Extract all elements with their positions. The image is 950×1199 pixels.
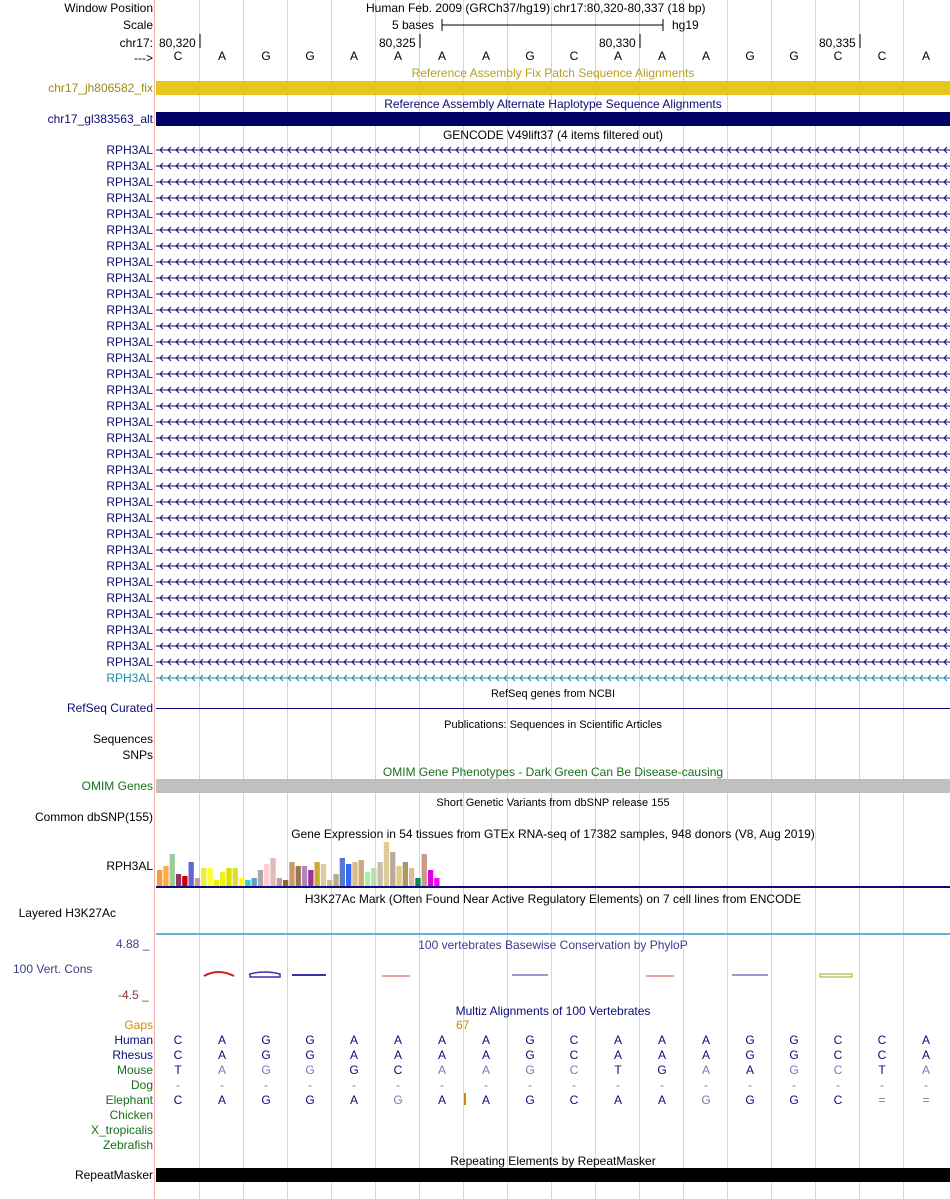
base-letter: G bbox=[261, 49, 271, 63]
aligned-base: G bbox=[789, 1063, 799, 1077]
base-letter: C bbox=[833, 49, 843, 63]
base-letter: A bbox=[921, 49, 930, 63]
aligned-base: - bbox=[924, 1078, 928, 1092]
gencode-gene-label[interactable]: RPH3AL bbox=[106, 415, 153, 429]
base-letter: C bbox=[173, 49, 183, 63]
gencode-gene-label[interactable]: RPH3AL bbox=[106, 239, 153, 253]
aligned-base: G bbox=[525, 1033, 535, 1047]
aligned-base: C bbox=[393, 1063, 403, 1077]
gtex-tissue-bar[interactable] bbox=[359, 860, 364, 886]
aligned-base: G bbox=[305, 1063, 315, 1077]
species-label[interactable]: X_tropicalis bbox=[90, 1123, 153, 1137]
scale-bar bbox=[441, 17, 665, 33]
omim-title[interactable]: OMIM Gene Phenotypes - Dark Green Can Be Disease-causing bbox=[382, 765, 724, 779]
gencode-transcript[interactable] bbox=[156, 545, 950, 555]
fix-patch-label[interactable]: chr17_jh806582_fix bbox=[48, 81, 153, 95]
aligned-base: G bbox=[261, 1033, 271, 1047]
gencode-gene-label[interactable]: RPH3AL bbox=[106, 335, 153, 349]
phylop-graph[interactable] bbox=[156, 968, 950, 980]
gtex-tissue-bar[interactable] bbox=[264, 864, 269, 886]
aligned-base: A bbox=[921, 1033, 930, 1047]
window-position-label: Window Position bbox=[64, 1, 153, 15]
gtex-tissue-bar[interactable] bbox=[226, 868, 231, 886]
gencode-transcript[interactable] bbox=[156, 513, 950, 523]
gencode-transcript[interactable] bbox=[156, 321, 950, 331]
base-letter: C bbox=[569, 49, 579, 63]
aligned-base: G bbox=[525, 1063, 535, 1077]
gtex-tissue-bar[interactable] bbox=[422, 854, 427, 886]
aligned-base: = bbox=[922, 1093, 930, 1107]
aligned-base: A bbox=[217, 1033, 226, 1047]
gtex-tissue-bar[interactable] bbox=[352, 862, 357, 886]
gtex-tissue-bar[interactable] bbox=[403, 862, 408, 886]
gtex-tissue-bar[interactable] bbox=[346, 864, 351, 886]
aligned-base: C bbox=[569, 1033, 579, 1047]
aligned-base: A bbox=[217, 1093, 226, 1107]
gencode-transcript[interactable] bbox=[156, 385, 950, 395]
gtex-tissue-bar[interactable] bbox=[157, 870, 162, 886]
aligned-base: - bbox=[836, 1078, 840, 1092]
repeatmasker-label[interactable]: RepeatMasker bbox=[74, 1168, 153, 1182]
aligned-base: A bbox=[657, 1048, 666, 1062]
aligned-base: A bbox=[481, 1048, 490, 1062]
aligned-base: C bbox=[833, 1093, 843, 1107]
gtex-tissue-bar[interactable] bbox=[428, 870, 433, 886]
chrom-label: chr17: bbox=[119, 36, 153, 50]
gencode-transcript[interactable] bbox=[156, 225, 950, 235]
gencode-transcript[interactable] bbox=[156, 161, 950, 171]
gtex-tissue-bar[interactable] bbox=[384, 842, 389, 886]
aligned-base: A bbox=[217, 1063, 226, 1077]
aligned-base: A bbox=[217, 1048, 226, 1062]
aligned-base: - bbox=[748, 1078, 752, 1092]
h3k27ac-label[interactable]: Layered H3K27Ac bbox=[18, 906, 116, 920]
aligned-base: C bbox=[833, 1048, 843, 1062]
aligned-base: G bbox=[261, 1063, 271, 1077]
aligned-base: A bbox=[437, 1093, 446, 1107]
gencode-transcript[interactable] bbox=[156, 625, 950, 635]
gtex-tissue-bar[interactable] bbox=[233, 868, 238, 886]
aligned-base: C bbox=[173, 1033, 183, 1047]
aligned-base: A bbox=[657, 1093, 666, 1107]
sidebar-divider bbox=[154, 0, 155, 1199]
aligned-base: A bbox=[701, 1033, 710, 1047]
base-letter: G bbox=[789, 49, 799, 63]
base-letter: A bbox=[393, 49, 402, 63]
alt-haplotype-title[interactable]: Reference Assembly Alternate Haplotype Sequence Alignments bbox=[384, 97, 722, 111]
phylop-label[interactable]: 100 Vert. Cons bbox=[13, 962, 93, 976]
aligned-base: C bbox=[877, 1033, 887, 1047]
gencode-transcript[interactable] bbox=[156, 289, 950, 299]
refseq-gene-line[interactable] bbox=[156, 708, 950, 709]
gencode-transcript[interactable] bbox=[156, 145, 950, 155]
base-letter: A bbox=[701, 49, 710, 63]
gencode-transcript[interactable] bbox=[156, 641, 950, 651]
gaps-label: Gaps bbox=[124, 1018, 153, 1032]
gencode-gene-label[interactable]: RPH3AL bbox=[106, 495, 153, 509]
aligned-base: C bbox=[833, 1063, 843, 1077]
gencode-gene-label[interactable]: RPH3AL bbox=[106, 399, 153, 413]
gtex-tissue-bar[interactable] bbox=[277, 878, 282, 886]
gtex-tissue-bar[interactable] bbox=[340, 858, 345, 886]
aligned-base: A bbox=[481, 1033, 490, 1047]
aligned-base: - bbox=[440, 1078, 444, 1092]
gtex-tissue-bar[interactable] bbox=[434, 878, 439, 886]
gtex-label[interactable]: RPH3AL bbox=[106, 859, 153, 873]
gencode-gene-label[interactable]: RPH3AL bbox=[106, 463, 153, 477]
aligned-base: G bbox=[393, 1093, 403, 1107]
h3k27ac-baseline[interactable] bbox=[156, 933, 950, 935]
repeatmasker-bar[interactable] bbox=[156, 1168, 950, 1182]
h3k27ac-title[interactable]: H3K27Ac Mark (Often Found Near Active Regulatory Elements) on 7 cell lines from ENCODE bbox=[304, 892, 802, 906]
species-label[interactable]: Dog bbox=[130, 1078, 153, 1092]
aligned-base: - bbox=[308, 1078, 312, 1092]
gtex-tissue-bar[interactable] bbox=[302, 866, 307, 886]
fix-patch-bar[interactable] bbox=[156, 81, 950, 95]
refseq-title[interactable]: RefSeq genes from NCBI bbox=[490, 688, 616, 700]
gtex-tissue-bar[interactable] bbox=[163, 866, 168, 886]
aligned-base: G bbox=[305, 1048, 315, 1062]
gencode-gene-label[interactable]: RPH3AL bbox=[106, 383, 153, 397]
aligned-base: = bbox=[878, 1093, 886, 1107]
gencode-transcript[interactable] bbox=[156, 465, 950, 475]
gencode-transcript[interactable] bbox=[156, 417, 950, 427]
aligned-base: A bbox=[657, 1033, 666, 1047]
aligned-base: G bbox=[657, 1063, 667, 1077]
aligned-base: A bbox=[613, 1048, 622, 1062]
gtex-tissue-bar[interactable] bbox=[396, 866, 401, 886]
dbsnp-label[interactable]: Common dbSNP(155) bbox=[34, 810, 153, 824]
aligned-base: G bbox=[745, 1048, 755, 1062]
aligned-base: A bbox=[349, 1093, 358, 1107]
alt-haplotype-label[interactable]: chr17_gl383563_alt bbox=[47, 112, 153, 126]
aligned-base: G bbox=[305, 1033, 315, 1047]
aligned-base: A bbox=[437, 1063, 446, 1077]
gencode-gene-label[interactable]: RPH3AL bbox=[106, 431, 153, 445]
gencode-transcript[interactable] bbox=[156, 337, 950, 347]
gtex-tissue-bar[interactable] bbox=[214, 880, 219, 886]
gtex-tissue-bar[interactable] bbox=[415, 878, 420, 886]
gencode-gene-label[interactable]: RPH3AL bbox=[106, 591, 153, 605]
position-label: 80,335 bbox=[819, 36, 856, 50]
base-letter: A bbox=[657, 49, 666, 63]
gencode-gene-label[interactable]: RPH3AL bbox=[106, 639, 153, 653]
window-position-value: Human Feb. 2009 (GRCh37/hg19) chr17:80,320-80,337 (18 bp) bbox=[366, 1, 706, 15]
gencode-transcript[interactable] bbox=[156, 241, 950, 251]
base-letter: G bbox=[305, 49, 315, 63]
gtex-tissue-bar[interactable] bbox=[207, 868, 212, 886]
base-letter: A bbox=[349, 49, 358, 63]
aligned-base: C bbox=[173, 1048, 183, 1062]
gtex-tissue-bar[interactable] bbox=[296, 866, 301, 886]
gencode-gene-label[interactable]: RPH3AL bbox=[106, 351, 153, 365]
aligned-base: C bbox=[833, 1033, 843, 1047]
species-label[interactable]: Elephant bbox=[105, 1093, 153, 1107]
gencode-transcript[interactable] bbox=[156, 609, 950, 619]
gencode-transcript[interactable] bbox=[156, 273, 950, 283]
aligned-base: A bbox=[437, 1033, 446, 1047]
gtex-tissue-bar[interactable] bbox=[321, 864, 326, 886]
aligned-base: T bbox=[878, 1063, 886, 1077]
aligned-base: C bbox=[569, 1093, 579, 1107]
gencode-gene-label[interactable]: RPH3AL bbox=[106, 479, 153, 493]
aligned-base: - bbox=[880, 1078, 884, 1092]
aligned-base: - bbox=[484, 1078, 488, 1092]
base-letter: C bbox=[877, 49, 887, 63]
gtex-tissue-bar[interactable] bbox=[270, 858, 275, 886]
gencode-gene-label[interactable]: RPH3AL bbox=[106, 607, 153, 621]
gtex-tissue-bar[interactable] bbox=[365, 872, 370, 886]
aligned-base: - bbox=[528, 1078, 532, 1092]
base-letter: A bbox=[613, 49, 622, 63]
aligned-base: A bbox=[613, 1033, 622, 1047]
aligned-base: A bbox=[701, 1063, 710, 1077]
gtex-tissue-bar[interactable] bbox=[176, 874, 181, 886]
gencode-transcript[interactable] bbox=[156, 449, 950, 459]
gencode-gene-label[interactable]: RPH3AL bbox=[106, 319, 153, 333]
aligned-base: C bbox=[877, 1048, 887, 1062]
base-letter: G bbox=[745, 49, 755, 63]
gtex-tissue-bar[interactable] bbox=[201, 868, 206, 886]
position-label: 80,325 bbox=[379, 36, 416, 50]
aligned-base: - bbox=[220, 1078, 224, 1092]
gencode-transcript[interactable] bbox=[156, 657, 950, 667]
alt-haplotype-bar[interactable] bbox=[156, 112, 950, 126]
gencode-gene-label[interactable]: RPH3AL bbox=[106, 575, 153, 589]
gtex-tissue-bar[interactable] bbox=[378, 862, 383, 886]
aligned-base: - bbox=[704, 1078, 708, 1092]
publications-title[interactable]: Publications: Sequences in Scientific Articles bbox=[444, 719, 662, 731]
gtex-tissue-bar[interactable] bbox=[333, 874, 338, 886]
aligned-base: - bbox=[352, 1078, 356, 1092]
aligned-base: C bbox=[569, 1048, 579, 1062]
aligned-base: A bbox=[393, 1048, 402, 1062]
aligned-base: G bbox=[525, 1048, 535, 1062]
gencode-gene-label[interactable]: RPH3AL bbox=[106, 271, 153, 285]
gencode-gene-label[interactable]: RPH3AL bbox=[106, 191, 153, 205]
aligned-base: A bbox=[481, 1063, 490, 1077]
scale-db: hg19 bbox=[672, 18, 699, 32]
gencode-transcript[interactable] bbox=[156, 209, 950, 219]
position-label: 80,330 bbox=[599, 36, 636, 50]
phylop-max: 4.88 _ bbox=[116, 937, 150, 951]
gtex-tissue-bar[interactable] bbox=[283, 880, 288, 886]
aligned-base: G bbox=[305, 1093, 315, 1107]
gencode-transcript[interactable] bbox=[156, 577, 950, 587]
species-label[interactable]: Human bbox=[114, 1033, 153, 1047]
gtex-tissue-bar[interactable] bbox=[308, 870, 313, 886]
aligned-base: C bbox=[569, 1063, 579, 1077]
gencode-transcript[interactable] bbox=[156, 193, 950, 203]
aligned-base: - bbox=[660, 1078, 664, 1092]
gtex-tissue-bar[interactable] bbox=[245, 880, 250, 886]
aligned-base: G bbox=[261, 1048, 271, 1062]
species-label[interactable]: Mouse bbox=[116, 1063, 153, 1077]
publications-snps-label[interactable]: SNPs bbox=[122, 748, 153, 762]
gencode-transcript[interactable] bbox=[156, 529, 950, 539]
gencode-gene-label[interactable]: RPH3AL bbox=[106, 175, 153, 189]
gtex-tissue-bar[interactable] bbox=[258, 870, 263, 886]
phylop-title[interactable]: 100 vertebrates Basewise Conservation by PhyloP bbox=[418, 938, 688, 952]
gencode-title[interactable]: GENCODE V49lift37 (4 items filtered out) bbox=[442, 128, 664, 142]
gtex-title[interactable]: Gene Expression in 54 tissues from GTEx RNA-seq of 17382 samples, 948 donors (V8, Aug 2019) bbox=[291, 827, 815, 841]
base-letter: A bbox=[217, 49, 226, 63]
strand-arrow-label: ---> bbox=[134, 51, 153, 65]
aligned-base: A bbox=[921, 1048, 930, 1062]
base-letter: A bbox=[437, 49, 446, 63]
omim-bar[interactable] bbox=[156, 779, 950, 793]
gaps-value: 67 bbox=[456, 1018, 470, 1032]
gencode-gene-label[interactable]: RPH3AL bbox=[106, 207, 153, 221]
aligned-base: G bbox=[261, 1093, 271, 1107]
species-label[interactable]: Chicken bbox=[109, 1108, 153, 1122]
gencode-transcript[interactable] bbox=[156, 257, 950, 267]
gtex-tissue-bar[interactable] bbox=[170, 854, 175, 886]
aligned-base: - bbox=[396, 1078, 400, 1092]
aligned-base: A bbox=[437, 1048, 446, 1062]
gencode-gene-label[interactable]: RPH3AL bbox=[106, 367, 153, 381]
aligned-base: A bbox=[393, 1033, 402, 1047]
gtex-tissue-bar[interactable] bbox=[315, 862, 320, 886]
aligned-base: G bbox=[745, 1033, 755, 1047]
repeatmasker-title[interactable]: Repeating Elements by RepeatMasker bbox=[450, 1154, 656, 1168]
gtex-tissue-bar[interactable] bbox=[371, 868, 376, 886]
gencode-gene-label[interactable]: RPH3AL bbox=[106, 623, 153, 637]
gencode-transcript[interactable] bbox=[156, 305, 950, 315]
aligned-base: A bbox=[481, 1093, 490, 1107]
gencode-gene-label[interactable]: RPH3AL bbox=[106, 559, 153, 573]
aligned-base: A bbox=[349, 1033, 358, 1047]
base-letter: G bbox=[525, 49, 535, 63]
gencode-gene-label[interactable]: RPH3AL bbox=[106, 511, 153, 525]
gencode-transcript[interactable] bbox=[156, 401, 950, 411]
aligned-base: - bbox=[792, 1078, 796, 1092]
gtex-tissue-bar[interactable] bbox=[195, 878, 200, 886]
position-ticks bbox=[156, 34, 950, 50]
gencode-gene-label[interactable]: RPH3AL bbox=[106, 527, 153, 541]
aligned-base: G bbox=[789, 1033, 799, 1047]
gencode-gene-label[interactable]: RPH3AL bbox=[106, 255, 153, 269]
gtex-tissue-bar[interactable] bbox=[239, 878, 244, 886]
gencode-transcript[interactable] bbox=[156, 673, 950, 683]
gencode-gene-label[interactable]: RPH3AL bbox=[106, 223, 153, 237]
gap-marker bbox=[464, 1093, 466, 1105]
aligned-base: A bbox=[921, 1063, 930, 1077]
gencode-gene-label[interactable]: RPH3AL bbox=[106, 447, 153, 461]
fix-patch-title[interactable]: Reference Assembly Fix Patch Sequence Alignments bbox=[411, 66, 695, 80]
scale-label: Scale bbox=[122, 18, 153, 32]
aligned-base: G bbox=[789, 1048, 799, 1062]
aligned-base: G bbox=[525, 1093, 535, 1107]
gtex-tissue-bar[interactable] bbox=[327, 880, 332, 886]
base-letter: A bbox=[481, 49, 490, 63]
gencode-transcript[interactable] bbox=[156, 481, 950, 491]
gencode-transcript[interactable] bbox=[156, 593, 950, 603]
gtex-tissue-bar[interactable] bbox=[289, 862, 294, 886]
gencode-transcript[interactable] bbox=[156, 369, 950, 379]
gencode-gene-label[interactable]: RPH3AL bbox=[106, 303, 153, 317]
publications-sequences-label[interactable]: Sequences bbox=[92, 732, 153, 746]
gtex-tissue-bar[interactable] bbox=[409, 868, 414, 886]
aligned-base: A bbox=[701, 1048, 710, 1062]
base-sequence bbox=[156, 49, 950, 63]
aligned-base: C bbox=[173, 1093, 183, 1107]
gtex-tissue-bar[interactable] bbox=[182, 876, 187, 886]
gtex-tissue-bar[interactable] bbox=[220, 872, 225, 886]
aligned-base: G bbox=[701, 1093, 711, 1107]
species-label[interactable]: Zebrafish bbox=[102, 1138, 153, 1152]
gtex-tissue-bar[interactable] bbox=[252, 878, 257, 886]
gencode-transcript[interactable] bbox=[156, 177, 950, 187]
aligned-base: A bbox=[613, 1093, 622, 1107]
aligned-base: - bbox=[264, 1078, 268, 1092]
gtex-bar-chart[interactable] bbox=[156, 841, 950, 889]
omim-label[interactable]: OMIM Genes bbox=[81, 779, 153, 793]
aligned-base: - bbox=[572, 1078, 576, 1092]
aligned-base: - bbox=[176, 1078, 180, 1092]
gtex-tissue-bar[interactable] bbox=[189, 862, 194, 886]
gencode-gene-label[interactable]: RPH3AL bbox=[106, 143, 153, 157]
gencode-gene-label[interactable]: RPH3AL bbox=[106, 543, 153, 557]
phylop-min: -4.5 _ bbox=[118, 988, 149, 1002]
gencode-gene-label[interactable]: RPH3AL bbox=[106, 671, 153, 685]
gencode-transcript[interactable] bbox=[156, 497, 950, 507]
gencode-gene-label[interactable]: RPH3AL bbox=[106, 159, 153, 173]
aligned-base: T bbox=[614, 1063, 622, 1077]
aligned-base: A bbox=[745, 1063, 754, 1077]
refseq-label[interactable]: RefSeq Curated bbox=[66, 701, 153, 715]
aligned-base: - bbox=[616, 1078, 620, 1092]
gencode-gene-label[interactable]: RPH3AL bbox=[106, 287, 153, 301]
gtex-tissue-bar[interactable] bbox=[390, 852, 395, 886]
species-label[interactable]: Rhesus bbox=[112, 1048, 153, 1062]
aligned-base: G bbox=[789, 1093, 799, 1107]
aligned-base: A bbox=[349, 1048, 358, 1062]
dbsnp-title[interactable]: Short Genetic Variants from dbSNP release 155 bbox=[436, 797, 670, 809]
gencode-gene-label[interactable]: RPH3AL bbox=[106, 655, 153, 669]
gencode-transcript[interactable] bbox=[156, 561, 950, 571]
position-label: 80,320 bbox=[159, 36, 196, 50]
gencode-transcript[interactable] bbox=[156, 353, 950, 363]
multiz-title[interactable]: Multiz Alignments of 100 Vertebrates bbox=[455, 1004, 651, 1018]
gencode-transcript[interactable] bbox=[156, 433, 950, 443]
aligned-base: T bbox=[174, 1063, 182, 1077]
scale-value: 5 bases bbox=[392, 18, 435, 32]
aligned-base: G bbox=[745, 1093, 755, 1107]
aligned-base: G bbox=[349, 1063, 359, 1077]
